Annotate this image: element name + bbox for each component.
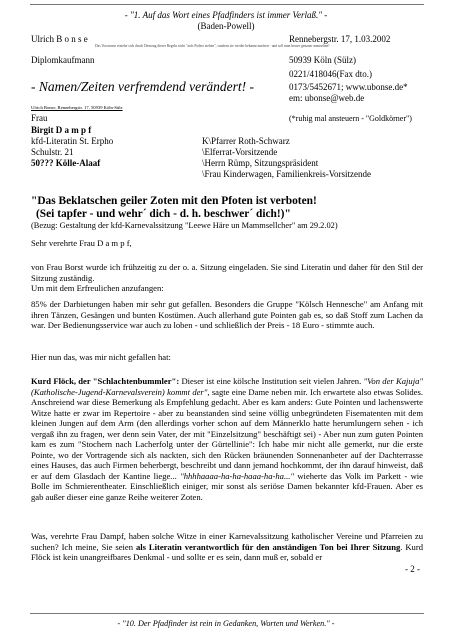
sender-street-date: Rennebergstr. 17, 1.03.2002 (289, 34, 391, 44)
header-rule (30, 4, 424, 5)
subject-line-1: "Das Beklatschen geiler Zoten mit den Pfoten ist verboten! (31, 195, 317, 207)
paragraph-4-italic: "Von der Kajuja" (Katholische-Jugend-Karnevalsverein) kommt der" (31, 376, 424, 397)
paragraph-4-text-a: Dieser ist eine kölsche Institution seit vielen Jahren. (181, 376, 364, 386)
cc-line-3: \Herrn Rümp, Sitzungspräsident (202, 158, 319, 168)
sender-city: 50939 Köln (Sülz) (289, 55, 356, 65)
cc-line-1: K\Pfarrer Roth-Schwarz (202, 136, 290, 146)
sender-email: em: ubonse@web.de (289, 93, 365, 103)
sender-name: Ulrich B o n s e (31, 34, 88, 44)
paragraph-4-text-b: , sagte eine Dame neben mir. Ich erwartete also etwas Solides. Anschreiend war diese Bemerkung als Empfehlung gedacht. Aber es kam anders: Gute Pointen und lachenswerte Witze hatte er zwar im Repertoire - aber zu beanstanden sind seine völlig unbegründeten Fisematenten mit dem kleinen Jungen auf dem Arm (den allerdings vorher schon auf dem Männerklo hatte herumlungern sehen - ich vergaß ihn zu fragen, wer denn sein Vater, der mit "Einzelsitzung" beschäftigt sei) - Aber nun zum guten Pointen kam es zum "Stochern nach Lacherfolg unter der Gürtellinie": Ich habe mir nicht alle gemerkt, nur die erste Pointe, wo der Vortragende sich als nackten, sich den Rücken bräunenden Sonnenanbeter auf der Dachterrasse eines Hauses, das auch Firmen beherbergt, beschreibt und dann jemand hochkommt, der ihn darauf hinweist, daß er auf dem Glasdach der Kantine liege... (31, 386, 423, 481)
header-tiny-note: Das Vorstrasse erziehe sich durch Deutung dieser Regeln nicht "aufs Podest ziehen", sondern sie wieder bekannt machen - und soll man besser genauer anzusehen! (95, 44, 330, 48)
footer-motto: - "10. Der Pfadfinder ist rein in Gedanken, Worten und Werken." - (117, 619, 335, 628)
slogan: - Namen/Zeiten verfremdend verändert! - (31, 79, 254, 94)
page-number: - 2 - (405, 564, 420, 574)
recipient-street: Schulstr. 21 (31, 147, 74, 157)
paragraph-5-text-b: . Kurd Flöck ist kein unangreifbares Denkmal - und sollte er es sein, dann muß er, sobald er (31, 541, 423, 562)
sender-mobile-web: 0173/5452671; www.ubonse.de* (289, 82, 408, 92)
paragraph-1-text: von Frau Borst wurde ich frühzeitig zu der o. a. Sitzung eingeladen. Sie sind Literatin und daher für den Stil der Sitzung zuständig. (31, 262, 423, 283)
paragraph-5-bold: als Literatin verantwortlich für den anständigen Ton bei Ihrer Sitzung (135, 541, 401, 552)
sender-profession: Diplomkaufmann (31, 55, 95, 65)
paragraph-5-text-a: Was, verehrte Frau Dampf, haben solche Witze in einer Karnevalssitzung katholischer Vereine und Pfarreien zu suchen? Ich meine, Sie seien (31, 531, 423, 552)
recipient-name: Birgit D a m p f (31, 125, 92, 135)
recipient-note: (*ruhig mal ansteuern - "Goldkörner") (289, 114, 412, 123)
footer-rule (30, 613, 424, 614)
cc-line-2: \Elferrat-Vorsitzende (202, 147, 278, 157)
header-motto: - "1. Auf das Wort eines Pfadfinders ist immer Verlaß." - (124, 10, 328, 20)
paragraph-1-continuation: Um mit dem Erfreulichen anzufangen: (31, 283, 164, 293)
paragraph-4-text-c: wieherte das Volk im Parkett - wie Bolle im Schmierentheater. Einschließlich einiger, mir sonst als seriöse Damen bekannter kfd-Frauen. Aber es gab außer dieser eine ganze Reihe weiterer Zoten. (31, 470, 423, 502)
paragraph-4-lead: Kurd Flöck, der "Schlachtenbummler": (31, 376, 182, 386)
sender-phone-fax: 0221/418046(Fax dto.) (289, 69, 372, 79)
header-motto-source: (Baden-Powell) (197, 21, 255, 31)
subject-line-2: (Sei tapfer - und wehr´ dich - d. h. beschwer´ dich!)" (36, 208, 291, 220)
paragraph-3: Hier nun das, was mir nicht gefallen hat: (31, 352, 171, 362)
paragraph-1 (31, 262, 423, 294)
return-address: Ulrich Bonse, Rennebergstr. 17, 50939 Köln-Sülz (31, 105, 123, 110)
recipient-city: 50??? Kölle-Alaaf (31, 158, 101, 168)
recipient-org: kfd-Literatin St. Erpho (31, 136, 114, 146)
cc-line-4: \Frau Kinderwagen, Familienkreis-Vorsitzende (202, 169, 372, 179)
paragraph-4-italic-2: "hhhhaaaa-ha-ha-haaa-ha-ha..." (180, 470, 295, 481)
recipient-salutation: Frau (31, 113, 48, 123)
subject-reference: (Bezug: Gestaltung der kfd-Karnevalssitzung "Leewe Häre un Mammsellcher" am 29.2.02) (31, 221, 338, 230)
greeting: Sehr verehrte Frau D a m p f, (31, 238, 132, 248)
paragraph-4 (31, 376, 423, 502)
paragraph-2: 85% der Darbietungen haben mir sehr gut gefallen. Besonders die Gruppe "Kölsch Hennesche" am Anfang mit ihren Tänzen, Gesängen und bunten Kostümen. Auch allerhand gute Pointen gab es, so daß Stoff zum Lachen da war. Der Bedienungsservice war auch zu loben - und schließlich der Preis - 18 Euro - stimmte auch. (31, 299, 423, 330)
paragraph-5 (31, 531, 423, 563)
